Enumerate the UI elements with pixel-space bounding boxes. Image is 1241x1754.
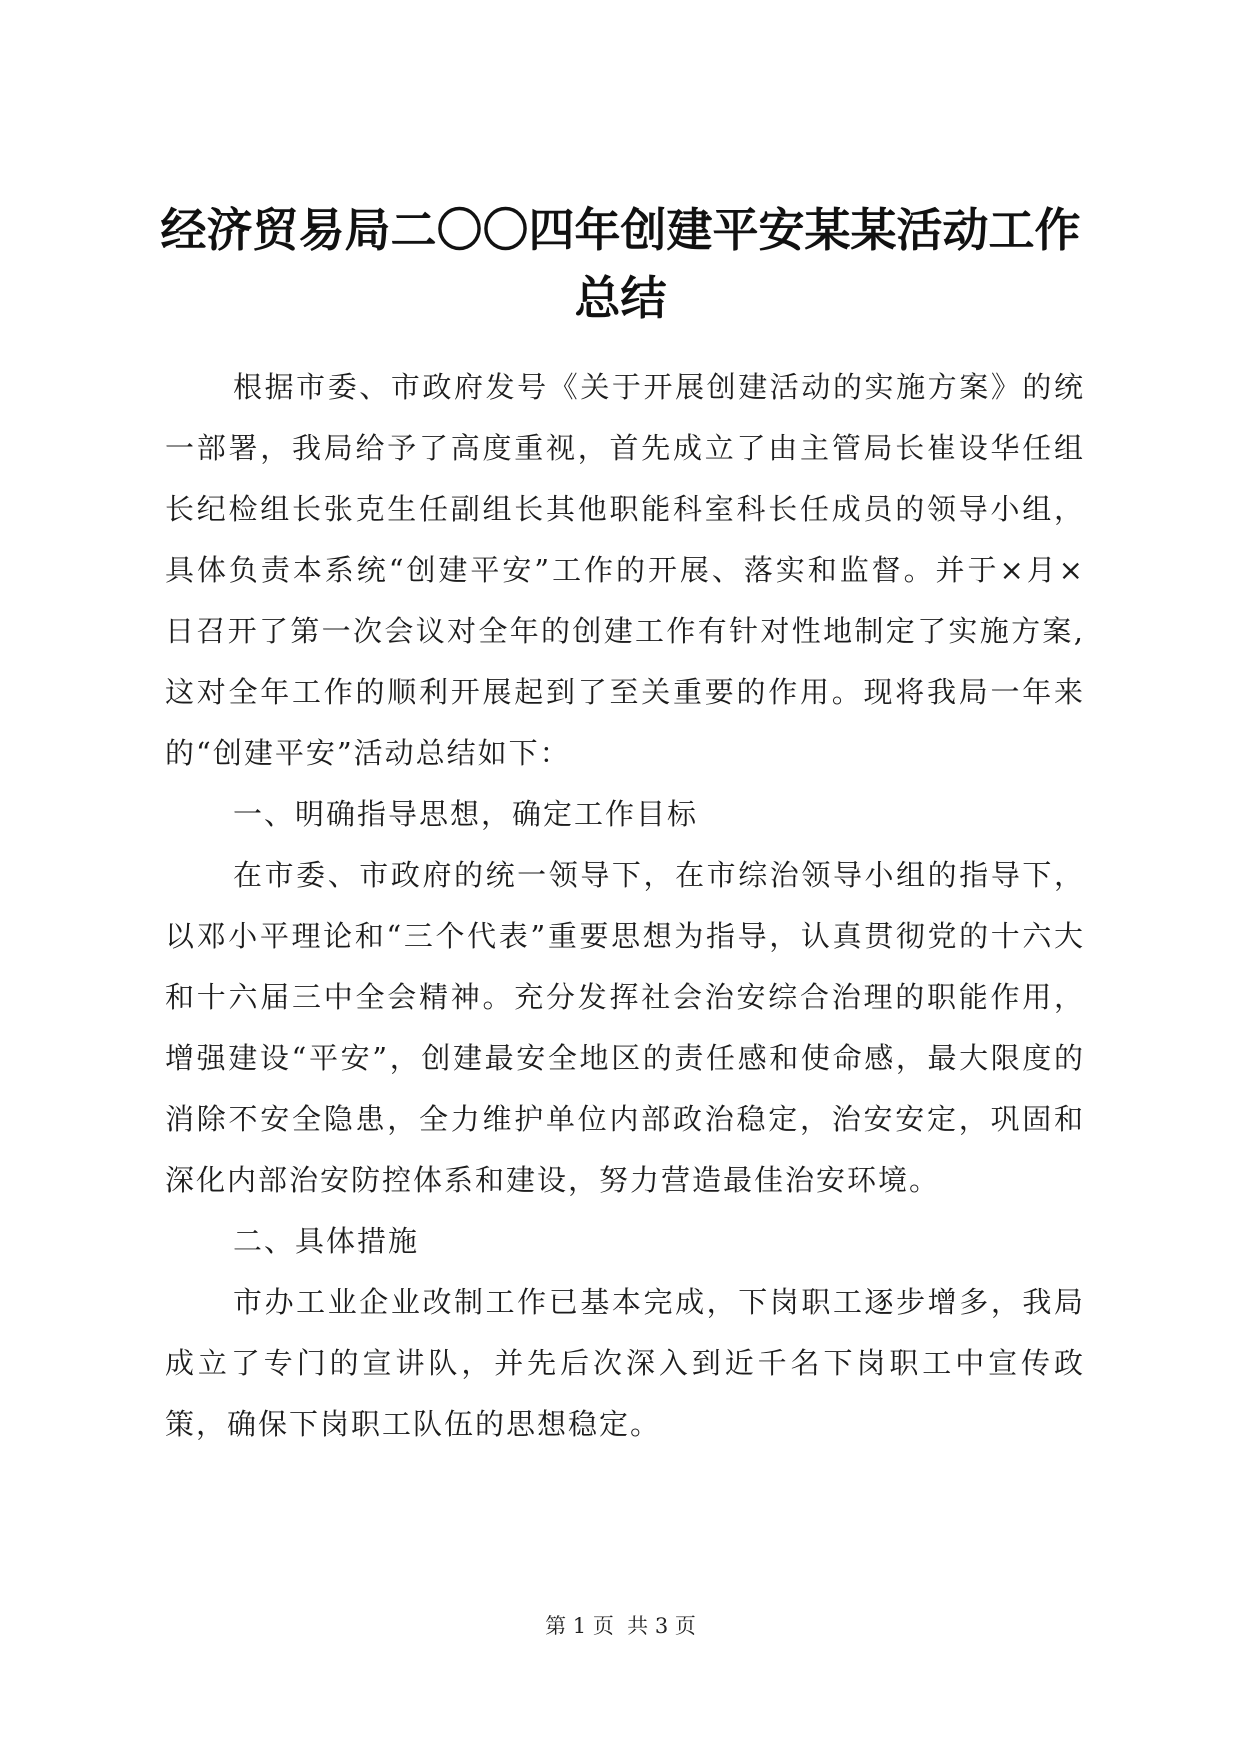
paragraph-intro: 根据市委、市政府发号《关于开展创建活动的实施方案》的统一部署，我局给予了高度重视，首先成立了由主管局长崔设华任组长纪检组长张克生任副组长其他职能科室科长任成员的领导小组，具体负责本系统“创建平安”工作的开展、落实和监督。并于×月×日召开了第一次会议对全年的创建工作有针对性地制定了实施方案,这对全年工作的顺利开展起到了至关重要的作用。现将我局一年来的“创建平安”活动总结如下： [165, 370, 1085, 770]
document-body [165, 357, 1085, 1455]
paragraph-guiding-ideas: 在市委、市政府的统一领导下，在市综治领导小组的指导下，以邓小平理论和“三个代表”重要思想为指导，认真贯彻党的十六大和十六届三中全会精神。充分发挥社会治安综合治理的职能作用，增强建设“平安”，创建最安全地区的责任感和使命感，最大限度的消除不安全隐患，全力维护单位内部政治稳定，治安安定，巩固和深化内部治安防控体系和建设，努力营造最佳治安环境。 [165, 858, 1085, 1197]
section-heading-1: 一、明确指导思想，确定工作目标 [233, 797, 699, 831]
document-title: 经济贸易局二〇〇四年创建平安某某活动工作总结 [160, 203, 1081, 325]
paragraph-measures: 市办工业企业改制工作已基本完成，下岗职工逐步增多，我局成立了专门的宣讲队，并先后次深入到近千名下岗职工中宣传政策，确保下岗职工队伍的思想稳定。 [165, 1285, 1085, 1441]
section-heading-2: 二、具体措施 [233, 1224, 420, 1258]
page-footer [0, 1611, 1241, 1641]
page-number-label: 第 1 页 共 3 页 [545, 1614, 696, 1638]
